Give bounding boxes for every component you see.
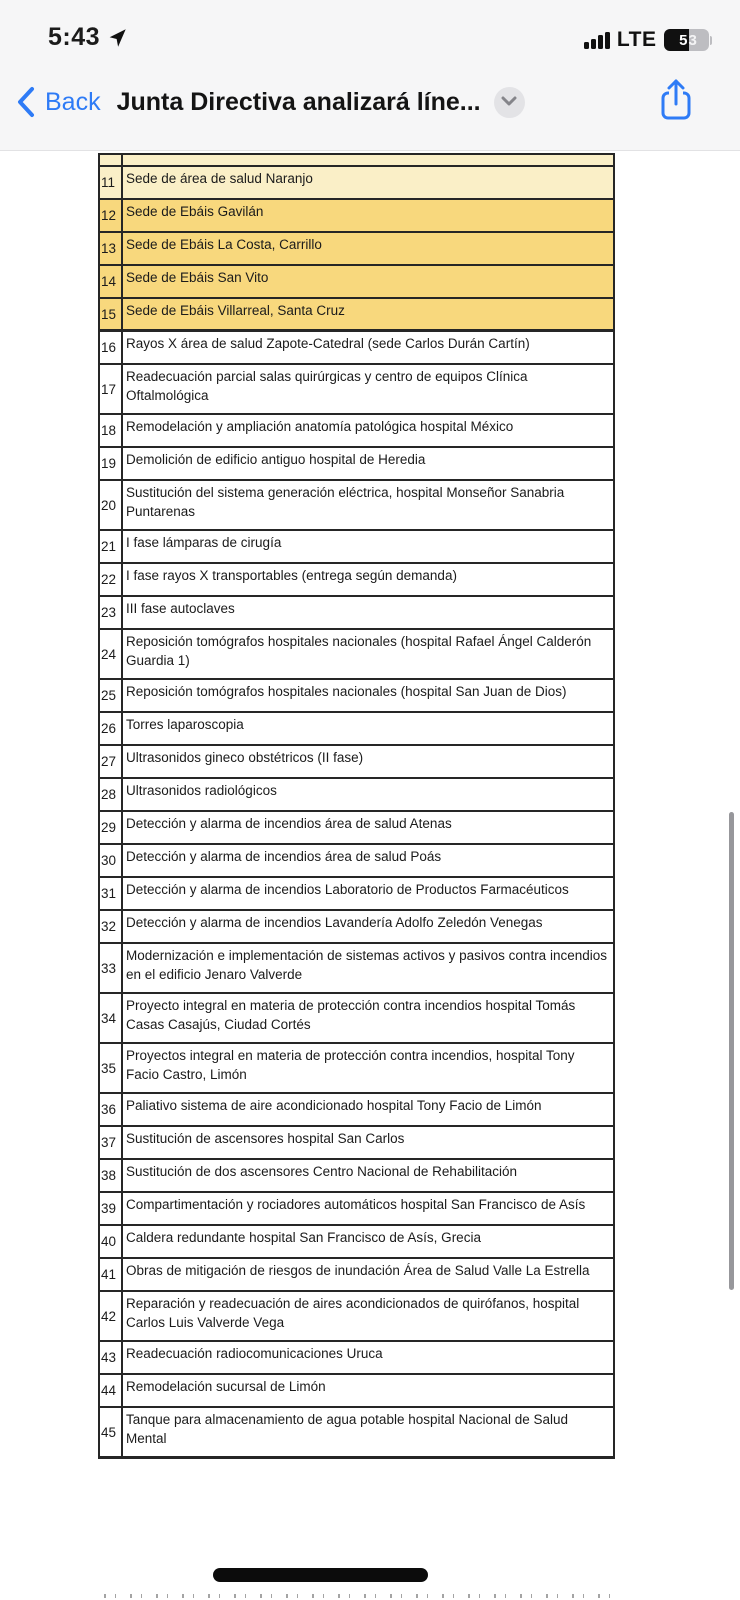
row-number: 25 bbox=[100, 680, 123, 711]
status-time: 5:43 bbox=[48, 23, 101, 51]
table-row bbox=[100, 680, 613, 713]
table-row bbox=[100, 332, 613, 365]
row-number: 33 bbox=[100, 944, 123, 992]
table-row bbox=[100, 845, 613, 878]
clipped-text-line bbox=[104, 1594, 612, 1598]
row-number: 20 bbox=[100, 481, 123, 529]
row-description: Tanque para almacenamiento de agua potable hospital Nacional de Salud Mental bbox=[126, 1412, 569, 1446]
row-description: Torres laparoscopia bbox=[126, 717, 244, 732]
table-row bbox=[100, 1160, 613, 1193]
row-number: 22 bbox=[100, 564, 123, 595]
row-description bbox=[123, 155, 613, 165]
row-description: Sede de área de salud Naranjo bbox=[126, 171, 313, 186]
back-button-label: Back bbox=[45, 87, 101, 116]
table-row bbox=[100, 1193, 613, 1226]
table-row bbox=[100, 167, 613, 200]
row-number: 23 bbox=[100, 597, 123, 628]
row-number: 14 bbox=[100, 266, 123, 297]
row-description: Sustitución de ascensores hospital San Carlos bbox=[126, 1131, 405, 1146]
network-type-label: LTE bbox=[616, 28, 657, 51]
row-number: 15 bbox=[100, 299, 123, 329]
row-description: Remodelación y ampliación anatomía patológica hospital México bbox=[126, 419, 514, 434]
row-description: Detección y alarma de incendios área de salud Atenas bbox=[126, 816, 452, 831]
table-row bbox=[100, 630, 613, 680]
row-number: 21 bbox=[100, 531, 123, 562]
nav-bar bbox=[0, 54, 740, 151]
row-number: 12 bbox=[100, 200, 123, 231]
row-number: 16 bbox=[100, 332, 123, 363]
document-divider-rule bbox=[213, 1568, 428, 1582]
title-dropdown-button[interactable] bbox=[494, 87, 525, 118]
row-number: 19 bbox=[100, 448, 123, 479]
row-number: 44 bbox=[100, 1375, 123, 1406]
cellular-signal-icon bbox=[584, 31, 610, 49]
row-description: Reposición tomógrafos hospitales nacionales (hospital San Juan de Dios) bbox=[126, 684, 567, 699]
row-description: Reparación y readecuación de aires acondicionados de quirófanos, hospital Carlos Luis Valverde Vega bbox=[126, 1296, 580, 1330]
row-description: Compartimentación y rociadores automáticos hospital San Francisco de Asís bbox=[126, 1197, 586, 1212]
row-number: 42 bbox=[100, 1292, 123, 1340]
row-number: 30 bbox=[100, 845, 123, 876]
table-row bbox=[100, 1044, 613, 1094]
row-number bbox=[100, 155, 123, 165]
location-services-icon bbox=[106, 27, 128, 49]
row-number: 34 bbox=[100, 994, 123, 1042]
row-description: Paliativo sistema de aire acondicionado hospital Tony Facio de Limón bbox=[126, 1098, 542, 1113]
chevron-left-icon bbox=[16, 86, 36, 118]
table-row bbox=[100, 944, 613, 994]
row-description: Detección y alarma de incendios área de salud Poás bbox=[126, 849, 442, 864]
row-description: III fase autoclaves bbox=[126, 601, 235, 616]
table-row bbox=[100, 597, 613, 630]
row-description: Reposición tomógrafos hospitales nacionales (hospital Rafael Ángel Calderón Guardia 1) bbox=[126, 634, 592, 668]
table-row bbox=[100, 1342, 613, 1375]
row-number: 32 bbox=[100, 911, 123, 942]
row-description: Modernización e implementación de sistemas activos y pasivos contra incendios en el edificio Jenaro Valverde bbox=[126, 948, 607, 982]
row-number: 29 bbox=[100, 812, 123, 843]
row-number: 26 bbox=[100, 713, 123, 744]
table-row bbox=[100, 1259, 613, 1292]
row-description: Sustitución del sistema generación eléctrica, hospital Monseñor Sanabria Puntarenas bbox=[126, 485, 565, 519]
row-number: 31 bbox=[100, 878, 123, 909]
row-description: Sede de Ebáis Gavilán bbox=[126, 204, 264, 219]
row-number: 17 bbox=[100, 365, 123, 413]
table-row bbox=[100, 1292, 613, 1342]
row-description: Readecuación radiocomunicaciones Uruca bbox=[126, 1346, 383, 1361]
row-description: Sede de Ebáis San Vito bbox=[126, 270, 269, 285]
row-description: I fase rayos X transportables (entrega según demanda) bbox=[126, 568, 457, 583]
row-number: 36 bbox=[100, 1094, 123, 1125]
table-row bbox=[100, 365, 613, 415]
row-description: Proyecto integral en materia de protección contra incendios hospital Tomás Casas Casajús, Ciudad Cortés bbox=[126, 998, 576, 1032]
chevron-down-icon bbox=[501, 93, 517, 111]
table-row bbox=[100, 1094, 613, 1127]
row-number: 24 bbox=[100, 630, 123, 678]
row-number: 27 bbox=[100, 746, 123, 777]
row-number: 35 bbox=[100, 1044, 123, 1092]
document-title[interactable]: Junta Directiva analizará líne... bbox=[116, 87, 481, 116]
share-icon bbox=[656, 111, 696, 128]
table-row bbox=[100, 911, 613, 944]
row-description: Sustitución de dos ascensores Centro Nacional de Rehabilitación bbox=[126, 1164, 517, 1179]
back-button[interactable] bbox=[16, 86, 101, 118]
row-description: Ultrasonidos radiológicos bbox=[126, 783, 277, 798]
table-row bbox=[100, 812, 613, 845]
row-number: 13 bbox=[100, 233, 123, 264]
row-number: 41 bbox=[100, 1259, 123, 1290]
table-row bbox=[100, 1408, 613, 1456]
table-row bbox=[100, 713, 613, 746]
row-description: Sede de Ebáis La Costa, Carrillo bbox=[126, 237, 322, 252]
status-bar bbox=[0, 0, 740, 54]
battery-fill: 5 bbox=[664, 29, 689, 51]
table-row bbox=[100, 233, 613, 266]
scrollbar-thumb[interactable] bbox=[729, 812, 734, 1290]
row-description: Obras de mitigación de riesgos de inundación Área de Salud Valle La Estrella bbox=[126, 1263, 590, 1278]
row-description: Remodelación sucursal de Limón bbox=[126, 1379, 326, 1394]
share-button[interactable] bbox=[656, 76, 696, 129]
table-row-partial bbox=[100, 155, 613, 167]
row-description: Readecuación parcial salas quirúrgicas y centro de equipos Clínica Oftalmológica bbox=[126, 369, 528, 403]
battery-icon bbox=[664, 29, 713, 51]
row-description: Caldera redundante hospital San Francisco de Asís, Grecia bbox=[126, 1230, 481, 1245]
table-row bbox=[100, 878, 613, 911]
table-row bbox=[100, 564, 613, 597]
table-row bbox=[100, 779, 613, 812]
row-description: Ultrasonidos gineco obstétricos (II fase) bbox=[126, 750, 364, 765]
battery-nub bbox=[710, 36, 713, 45]
table-row bbox=[100, 299, 613, 332]
row-number: 18 bbox=[100, 415, 123, 446]
battery-empty: 3 bbox=[689, 29, 709, 51]
row-description: Detección y alarma de incendios Laboratorio de Productos Farmacéuticos bbox=[126, 882, 569, 897]
row-number: 37 bbox=[100, 1127, 123, 1158]
table-row bbox=[100, 448, 613, 481]
table-row bbox=[100, 266, 613, 299]
row-number: 39 bbox=[100, 1193, 123, 1224]
row-description: Proyectos integral en materia de protección contra incendios, hospital Tony Facio Castro, Limón bbox=[126, 1048, 575, 1082]
table-row bbox=[100, 531, 613, 564]
table-row bbox=[100, 481, 613, 531]
row-number: 43 bbox=[100, 1342, 123, 1373]
row-description: I fase lámparas de cirugía bbox=[126, 535, 282, 550]
table-row bbox=[100, 1226, 613, 1259]
row-number: 28 bbox=[100, 779, 123, 810]
row-number: 11 bbox=[100, 167, 123, 198]
row-number: 38 bbox=[100, 1160, 123, 1191]
table-row bbox=[100, 1375, 613, 1408]
table-row bbox=[100, 746, 613, 779]
table-row bbox=[100, 200, 613, 233]
projects-table bbox=[98, 153, 615, 1459]
table-row bbox=[100, 994, 613, 1044]
row-number: 45 bbox=[100, 1408, 123, 1456]
row-description: Demolición de edificio antiguo hospital de Heredia bbox=[126, 452, 426, 467]
row-description: Rayos X área de salud Zapote-Catedral (sede Carlos Durán Cartín) bbox=[126, 336, 530, 351]
row-description: Sede de Ebáis Villarreal, Santa Cruz bbox=[126, 303, 345, 318]
table-row bbox=[100, 1127, 613, 1160]
row-description: Detección y alarma de incendios Lavandería Adolfo Zeledón Venegas bbox=[126, 915, 543, 930]
row-number: 40 bbox=[100, 1226, 123, 1257]
table-row bbox=[100, 415, 613, 448]
